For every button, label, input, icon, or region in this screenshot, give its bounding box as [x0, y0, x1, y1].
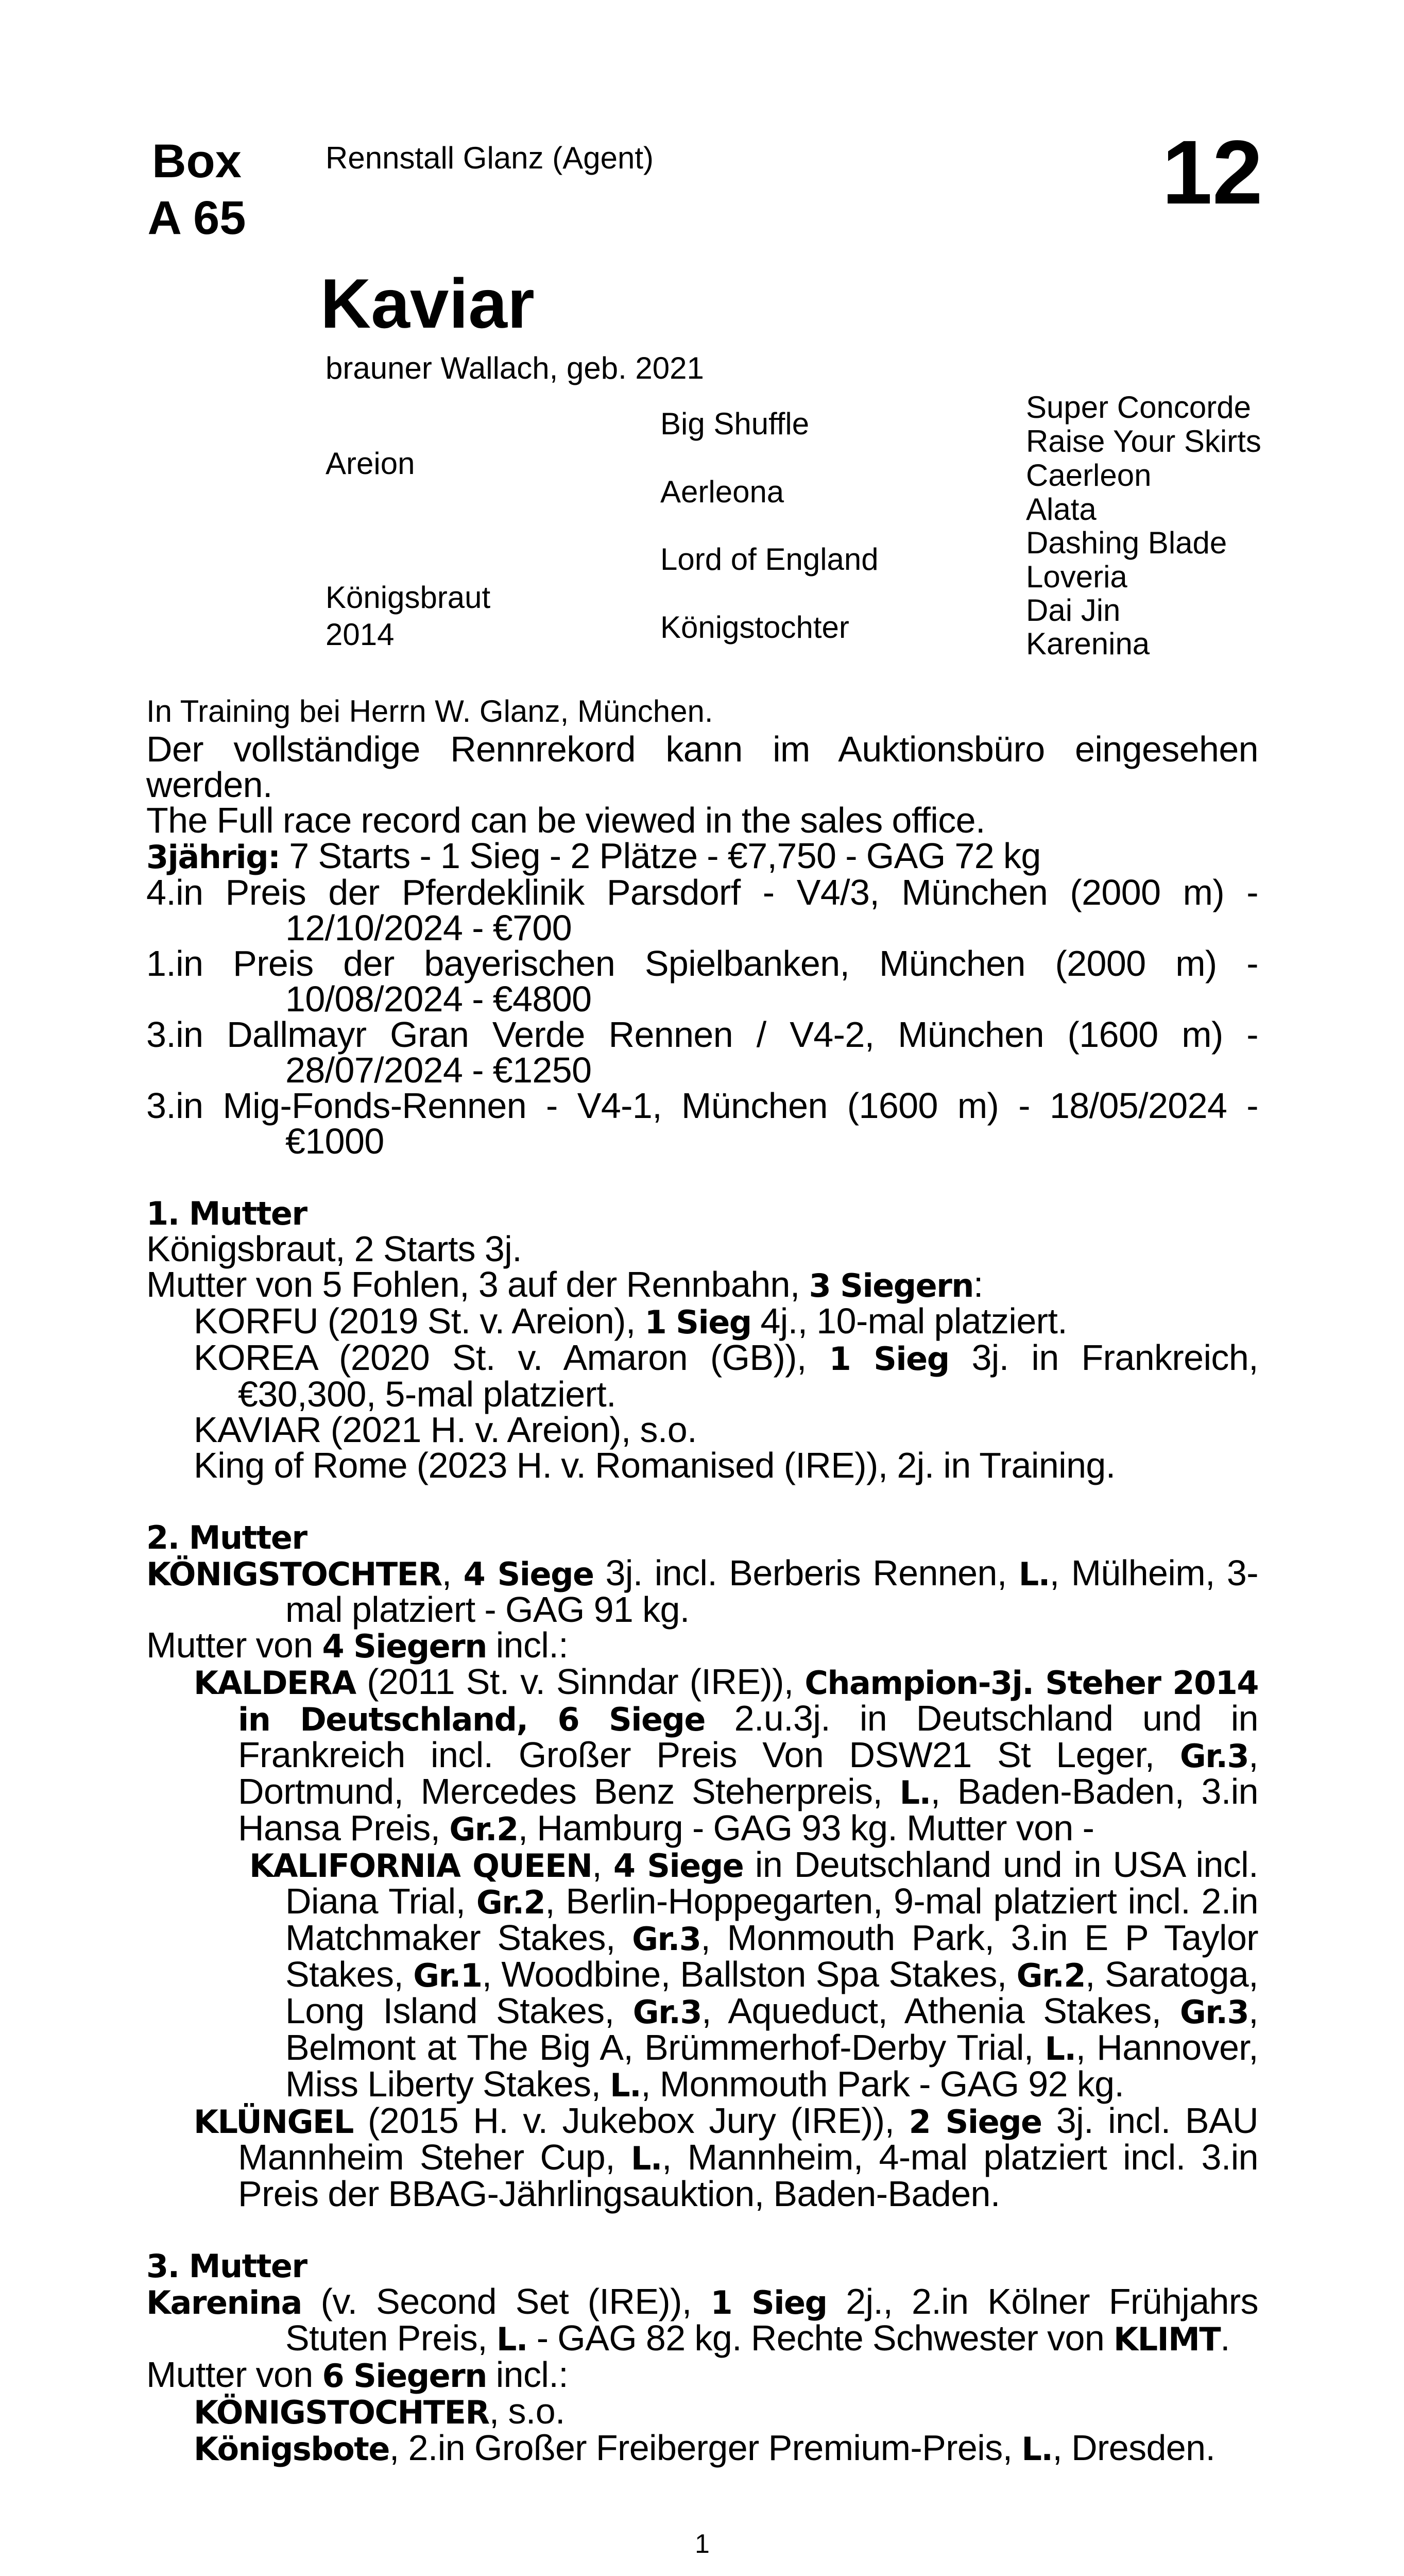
- text: in Deutschland und in USA incl. Diana Trial,: [285, 1844, 1258, 1921]
- pedigree-gen3-1: Super Concorde: [1026, 390, 1251, 425]
- text: , Hannover, Miss Liberty Stakes,: [285, 2027, 1258, 2104]
- text: , Dortmund, Mercedes Benz Steherpreis,: [238, 1735, 1258, 1811]
- text-paragraph: [146, 2391, 1258, 2431]
- bold-text: 4 Siegern: [322, 1628, 487, 1665]
- text: 3.in Mig-Fonds-Rennen - V4-1, München (1600 m) - 18/05/2024 - €1000: [146, 1086, 1258, 1161]
- text: (2015 H. v. Jukebox Jury (IRE)),: [353, 2100, 909, 2141]
- text-paragraph: [146, 800, 1258, 840]
- text: 3j. incl. Berberis Rennen,: [593, 1553, 1019, 1593]
- pedigree-dam: Königsbraut: [326, 580, 491, 615]
- text-paragraph: [146, 1412, 1258, 1448]
- text: , Woodbine, Ballston Spa Stakes,: [482, 1954, 1017, 1994]
- text: The Full race record can be viewed in the sales office.: [146, 800, 985, 840]
- bold-text: 1 Sieg: [829, 1340, 949, 1378]
- bold-text: KALDERA: [194, 1664, 356, 1702]
- text: Mutter von 5 Fohlen, 3 auf der Rennbahn,: [146, 1264, 809, 1304]
- text: 3j. in Frankreich, €30,300, 5-mal platziert.: [238, 1337, 1259, 1414]
- text: ,: [441, 1553, 464, 1593]
- pedigree-gen3-4: Alata: [1026, 492, 1097, 527]
- bold-text: 4 Siege: [613, 1847, 744, 1885]
- text: , s.o.: [489, 2391, 565, 2431]
- pedigree-gen3-3: Caerleon: [1026, 458, 1152, 493]
- text: Der vollständige Rennrekord kann im Auktionsbüro eingesehen werden.: [146, 729, 1258, 805]
- text: , Berlin-Hoppegarten, 9-mal platziert incl. 2.in Matchmaker Stakes,: [285, 1881, 1258, 1958]
- text-paragraph: [146, 2247, 1258, 2284]
- bold-text: Champion-3j. Steher 2014 in Deutschland, 6 Siege: [238, 1664, 1258, 1738]
- text-paragraph: [146, 2354, 1258, 2395]
- text: , Dresden.: [1052, 2428, 1215, 2468]
- text-paragraph: [146, 1303, 1258, 1340]
- pedigree-gen3-5: Dashing Blade: [1026, 526, 1227, 560]
- text: King of Rome (2023 H. v. Romanised (IRE)), 2j. in Training.: [194, 1445, 1116, 1485]
- section-gap: [146, 1483, 1258, 1519]
- bold-text: 4 Siege: [463, 1555, 594, 1593]
- consignor: Rennstall Glanz (Agent): [326, 141, 654, 175]
- pedigree-sire-dam: Aerleona: [660, 474, 784, 509]
- bold-text: 1. Mutter: [146, 1195, 307, 1232]
- bold-text: L.: [1021, 2430, 1053, 2468]
- text-paragraph: [146, 2281, 1259, 2358]
- text: , Baden-Baden, 3.in Hansa Preis,: [238, 1771, 1258, 1848]
- text: (v. Second Set (IRE)),: [301, 2281, 711, 2321]
- text: 7 Starts - 1 Sieg - 2 Plätze - €7,750 - GAG 72 kg: [280, 836, 1041, 876]
- text: , Mannheim, 4-mal platziert incl. 3.in Preis der BBAG-Jährlingsauktion, Baden-Baden.: [238, 2137, 1258, 2214]
- box-line-1: Box: [152, 135, 242, 188]
- text-paragraph: [146, 1337, 1259, 1414]
- text: , Hamburg - GAG 93 kg. Mutter von -: [518, 1808, 1094, 1848]
- bold-text: Gr.2: [1016, 1957, 1085, 1994]
- text-paragraph: [146, 943, 1258, 1019]
- pedigree-dam-dam: Königstochter: [660, 610, 849, 645]
- text: 4j., 10-mal platziert.: [751, 1301, 1068, 1341]
- text: Königsbraut, 2 Starts 3j.: [146, 1229, 522, 1269]
- text: , Monmouth Park - GAG 92 kg.: [641, 2064, 1124, 2104]
- text: incl.:: [486, 2354, 569, 2395]
- section-gap: [146, 1159, 1258, 1195]
- text-paragraph: [146, 1014, 1258, 1090]
- text-paragraph: [146, 1625, 1258, 1665]
- text: incl.:: [486, 1625, 569, 1665]
- bold-text: 6 Siegern: [322, 2357, 487, 2395]
- text-paragraph: [146, 1264, 1258, 1304]
- pedigree-sire-sire: Big Shuffle: [660, 406, 810, 441]
- text: , Monmouth Park, 3.in E P Taylor Stakes,: [285, 1918, 1259, 1994]
- bold-text: 3jährig:: [146, 838, 280, 876]
- bold-text: 1 Sieg: [644, 1303, 751, 1341]
- bold-text: Karenina: [146, 2284, 302, 2321]
- text: (2011 St. v. Sinndar (IRE)),: [355, 1662, 805, 1702]
- bold-text: Gr.2: [476, 1884, 545, 1921]
- bold-text: 3 Siegern: [809, 1267, 973, 1304]
- text-paragraph: [146, 1088, 1258, 1159]
- bold-text: L.: [1018, 1555, 1050, 1593]
- bold-text: L.: [899, 1774, 931, 1811]
- bold-text: KÖNIGSTOCHTER: [146, 1555, 442, 1593]
- text: 2j., 2.in Kölner Frühjahrs Stuten Preis,: [285, 2281, 1259, 2358]
- text-paragraph: [146, 1195, 1258, 1231]
- text: 3j. incl. BAU Mannheim Steher Cup,: [238, 2100, 1258, 2177]
- pedigree-sire: Areion: [326, 446, 415, 481]
- text: Mutter von: [146, 1625, 322, 1665]
- bold-text: KLÜNGEL: [194, 2103, 353, 2141]
- bold-text: L.: [496, 2320, 527, 2358]
- text: , 2.in Großer Freiberger Premium-Preis,: [389, 2428, 1022, 2468]
- page-number: 1: [695, 2529, 710, 2559]
- bold-text: KÖNIGSTOCHTER: [194, 2394, 489, 2431]
- text: KAVIAR (2021 H. v. Areion), s.o.: [194, 1410, 697, 1450]
- section-gap: [146, 2212, 1258, 2247]
- pedigree-dam-year: 2014: [326, 617, 395, 652]
- pedigree-gen3-8: Karenina: [1026, 626, 1150, 661]
- text: - GAG 82 kg. Rechte Schwester von: [527, 2318, 1114, 2358]
- bold-text: Gr.3: [632, 1920, 701, 1958]
- text: ,: [592, 1844, 613, 1885]
- text-paragraph: [146, 1445, 1258, 1485]
- text-paragraph: [146, 729, 1258, 805]
- lot-number: 12: [1162, 122, 1263, 223]
- pedigree-gen3-2: Raise Your Skirts: [1026, 424, 1261, 459]
- horse-name: Kaviar: [320, 264, 535, 343]
- pedigree-gen3-6: Loveria: [1026, 560, 1127, 594]
- bold-text: Gr.3: [1179, 1737, 1249, 1775]
- horse-description: brauner Wallach, geb. 2021: [326, 351, 704, 385]
- text: 2.u.3j. in Deutschland und in Frankreich incl. Großer Preis Von DSW21 St Leger,: [238, 1698, 1258, 1775]
- text-paragraph: [146, 1844, 1259, 2104]
- text: , Belmont at The Big A, Brümmerhof-Derby Trial,: [285, 1991, 1258, 2067]
- text: :: [973, 1264, 983, 1304]
- bold-text: Königsbote: [194, 2430, 389, 2468]
- bold-text: L.: [1045, 2030, 1076, 2067]
- text-paragraph: [146, 2100, 1258, 2214]
- box-line-2: A 65: [147, 192, 246, 244]
- bold-text: 2 Siege: [909, 2103, 1042, 2141]
- training-note: In Training bei Herrn W. Glanz, München.: [146, 694, 713, 728]
- text: 4.in Preis der Pferdeklinik Parsdorf - V4/3, München (2000 m) - 12/10/2024 - €700: [146, 872, 1258, 948]
- bold-text: Gr.1: [413, 1957, 482, 1994]
- text: , Aqueduct, Athenia Stakes,: [701, 1991, 1180, 2031]
- text: 1.in Preis der bayerischen Spielbanken, München (2000 m) - 10/08/2024 - €4800: [146, 943, 1258, 1019]
- pedigree-gen3-7: Dai Jin: [1026, 593, 1121, 628]
- bold-text: KLIMT: [1114, 2320, 1221, 2358]
- text: .: [1220, 2318, 1230, 2358]
- bold-text: L.: [610, 2066, 641, 2104]
- text: KOREA (2020 St. v. Amaron (GB)),: [194, 1337, 829, 1378]
- text: 3.in Dallmayr Gran Verde Rennen / V4-2, München (1600 m) - 28/07/2024 - €1250: [146, 1014, 1258, 1090]
- text-paragraph: [146, 872, 1258, 948]
- text-paragraph: [146, 1231, 1258, 1267]
- bold-text: 1 Sieg: [710, 2284, 827, 2321]
- text-paragraph: [146, 838, 1258, 875]
- text-paragraph: [146, 2430, 1258, 2467]
- text: KORFU (2019 St. v. Areion),: [194, 1301, 645, 1341]
- bold-text: 2. Mutter: [146, 1519, 307, 1556]
- text: , Mülheim, 3-mal platziert - GAG 91 kg.: [285, 1553, 1258, 1630]
- pedigree-dam-sire: Lord of England: [660, 542, 879, 577]
- text-paragraph: [146, 1664, 1258, 1847]
- text: Mutter von: [146, 2354, 322, 2395]
- bold-text: Gr.3: [632, 1993, 702, 2031]
- race-record-and-family: [146, 729, 1259, 2468]
- bold-text: L.: [630, 2140, 662, 2177]
- bold-text: 3. Mutter: [146, 2247, 307, 2285]
- text-paragraph: [146, 1555, 1258, 1628]
- bold-text: KALIFORNIA QUEEN: [249, 1847, 592, 1885]
- bold-text: Gr.3: [1179, 1993, 1249, 2031]
- bold-text: Gr.2: [449, 1810, 518, 1848]
- text: , Saratoga, Long Island Stakes,: [285, 1954, 1258, 2031]
- text-paragraph: [146, 1519, 1258, 1555]
